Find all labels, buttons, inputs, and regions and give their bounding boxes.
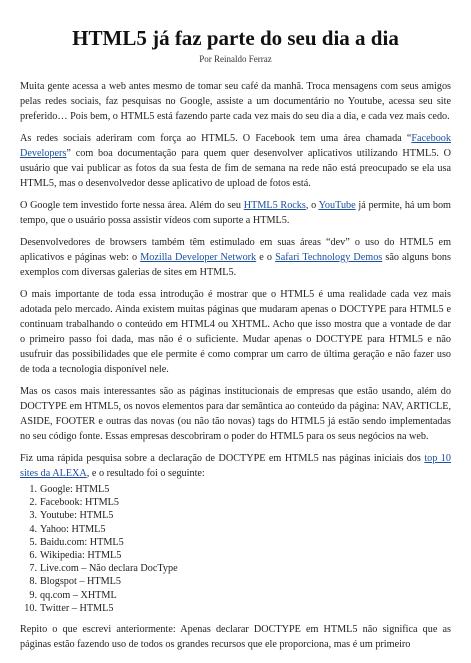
article-byline: Por Reinaldo Ferraz	[199, 54, 272, 64]
list-item-text: qq.com – XHTML	[40, 589, 117, 601]
youtube-link[interactable]: YouTube	[318, 200, 356, 211]
list-item-number: 3.	[29, 510, 37, 522]
list-item-number: 2.	[29, 497, 37, 509]
doctype-results-list	[20, 483, 451, 615]
list-item-number: 10.	[24, 602, 37, 614]
list-item-text: Blogspot – HTML5	[40, 576, 121, 588]
paragraph-text: são alguns bons exemplos com diversas galerias de sites em HTML5.	[20, 252, 451, 278]
list-item	[20, 602, 451, 615]
paragraph-browsers	[20, 235, 451, 280]
list-item-text: Twitter – HTML5	[40, 602, 114, 614]
paragraph-text: , o	[305, 200, 319, 211]
html5-rocks-link[interactable]: HTML5 Rocks	[243, 200, 306, 211]
paragraph-text: O Google tem investido forte nessa área. Além do seu	[20, 200, 244, 211]
list-item-number: 9.	[29, 589, 37, 601]
list-item-text: Yahoo: HTML5	[40, 523, 106, 535]
paragraph-google	[20, 198, 451, 228]
list-item-number: 4.	[29, 523, 37, 535]
list-item	[20, 549, 451, 562]
paragraph-text: ” com boa documentação para quem quer desenvolver aplicativos utilizando HTML5. O usuário que vai publicar as fotos da sua festa de fim de semana na rede não está preocupado se ela usa HTML5, mas o desenvolvedor desse aplicativo de upload de fotos está.	[20, 148, 451, 189]
list-item-number: 7.	[29, 563, 37, 575]
paragraph-text: já permite, há um bom tempo, que o usuário possa assistir vídeos com suporte a HTML5.	[20, 200, 451, 226]
top-10-alexa-link[interactable]: top 10 sites da ALEXA	[20, 453, 451, 479]
list-item-text: Live.com – Não declara DocType	[40, 563, 178, 575]
list-item-number: 8.	[29, 576, 37, 588]
paragraph-text: As redes sociais aderiram com força ao HTML5. O Facebook tem uma área chamada “	[20, 133, 412, 144]
list-item-number: 5.	[29, 536, 37, 548]
article-title: HTML5 já faz parte do seu dia a dia	[72, 26, 399, 50]
list-item-text: Wikipedia: HTML5	[40, 550, 122, 562]
paragraph-research	[20, 451, 451, 481]
paragraph-intro: Muita gente acessa a web antes mesmo de tomar seu café da manhã. Troca mensagens com seus amigos pelas redes sociais, faz pesquisas no Google, assiste a um documentário no Youtube, acessa seu site preferido… Pois bem, o HTML5 está fazendo parte cada vez mais do seu dia a dia, e cada vez mais cedo.	[20, 81, 451, 122]
paragraph-conclusion: Repito o que escrevi anteriormente: Apenas declarar DOCTYPE em HTML5 não significa que as páginas estão fazendo uso de todos os grandes recursos que ele proporciona, mas é um primeiro	[20, 624, 451, 651]
facebook-developers-link[interactable]: Facebook Developers	[20, 133, 451, 159]
list-item-text: Google: HTML5	[40, 484, 110, 495]
mozilla-developer-network-link[interactable]: Mozilla Developer Network	[140, 252, 257, 263]
paragraph-market: O mais importante de toda essa introdução é mostrar que o HTML5 é uma realidade cada vez mais adotada pelo mercado. Ainda existem muitas páginas que mudaram apenas o DOCTYPE para HTML5 e continuam trabalhando o conteúdo em HTML4 ou XHTML. Acho que isso mostra que a vontade de dar o primeiro passo foi dada, mas não é o suficiente. Mudar apenas o DOCTYPE para HTML5 e não usufruir das possibilidades que ele permite é como comprar um carro de última geração e não fazer uso de toda a tecnologia disponível nele.	[20, 289, 451, 375]
list-item-text: Youtube: HTML5	[40, 510, 114, 522]
list-item	[20, 483, 451, 496]
list-item-text: Baidu.com: HTML5	[40, 536, 124, 548]
list-item-number: 1.	[29, 484, 37, 495]
paragraph-text: Fiz uma rápida pesquisa sobre a declaração de DOCTYPE em HTML5 nas páginas iniciais dos	[20, 453, 425, 464]
paragraph-social-networks	[20, 131, 451, 191]
paragraph-institutional: Mas os casos mais interessantes são as páginas institucionais de empresas que estão usando, além do DOCTYPE em HTML5, os novos elementos para dar semântica ao conteúdo da página: NAV, ARTICLE, ASIDE, FOOTER e outras das novas (ou não tão novas) tags do HTML5 já estão sendo implementadas no seu código fonte. Essas empresas descobriram o poder do HTML5 para os seus negócios na web.	[20, 386, 451, 442]
list-item	[20, 523, 451, 536]
list-item	[20, 575, 451, 588]
list-item-text: Facebook: HTML5	[40, 497, 119, 509]
paragraph-text: , e o resultado foi o seguinte:	[86, 468, 205, 479]
list-item-number: 6.	[29, 550, 37, 562]
list-item	[20, 496, 451, 509]
list-item	[20, 509, 451, 522]
paragraph-text: e o	[256, 252, 276, 263]
safari-technology-demos-link[interactable]: Safari Technology Demos	[275, 252, 383, 263]
paragraph-text: Desenvolvedores de browsers também têm estimulado em suas áreas “dev” o uso do HTML5 em aplicativos e páginas web: o	[20, 237, 451, 263]
list-item	[20, 536, 451, 549]
list-item	[20, 562, 451, 575]
list-item	[20, 589, 451, 602]
article-page	[20, 0, 451, 652]
